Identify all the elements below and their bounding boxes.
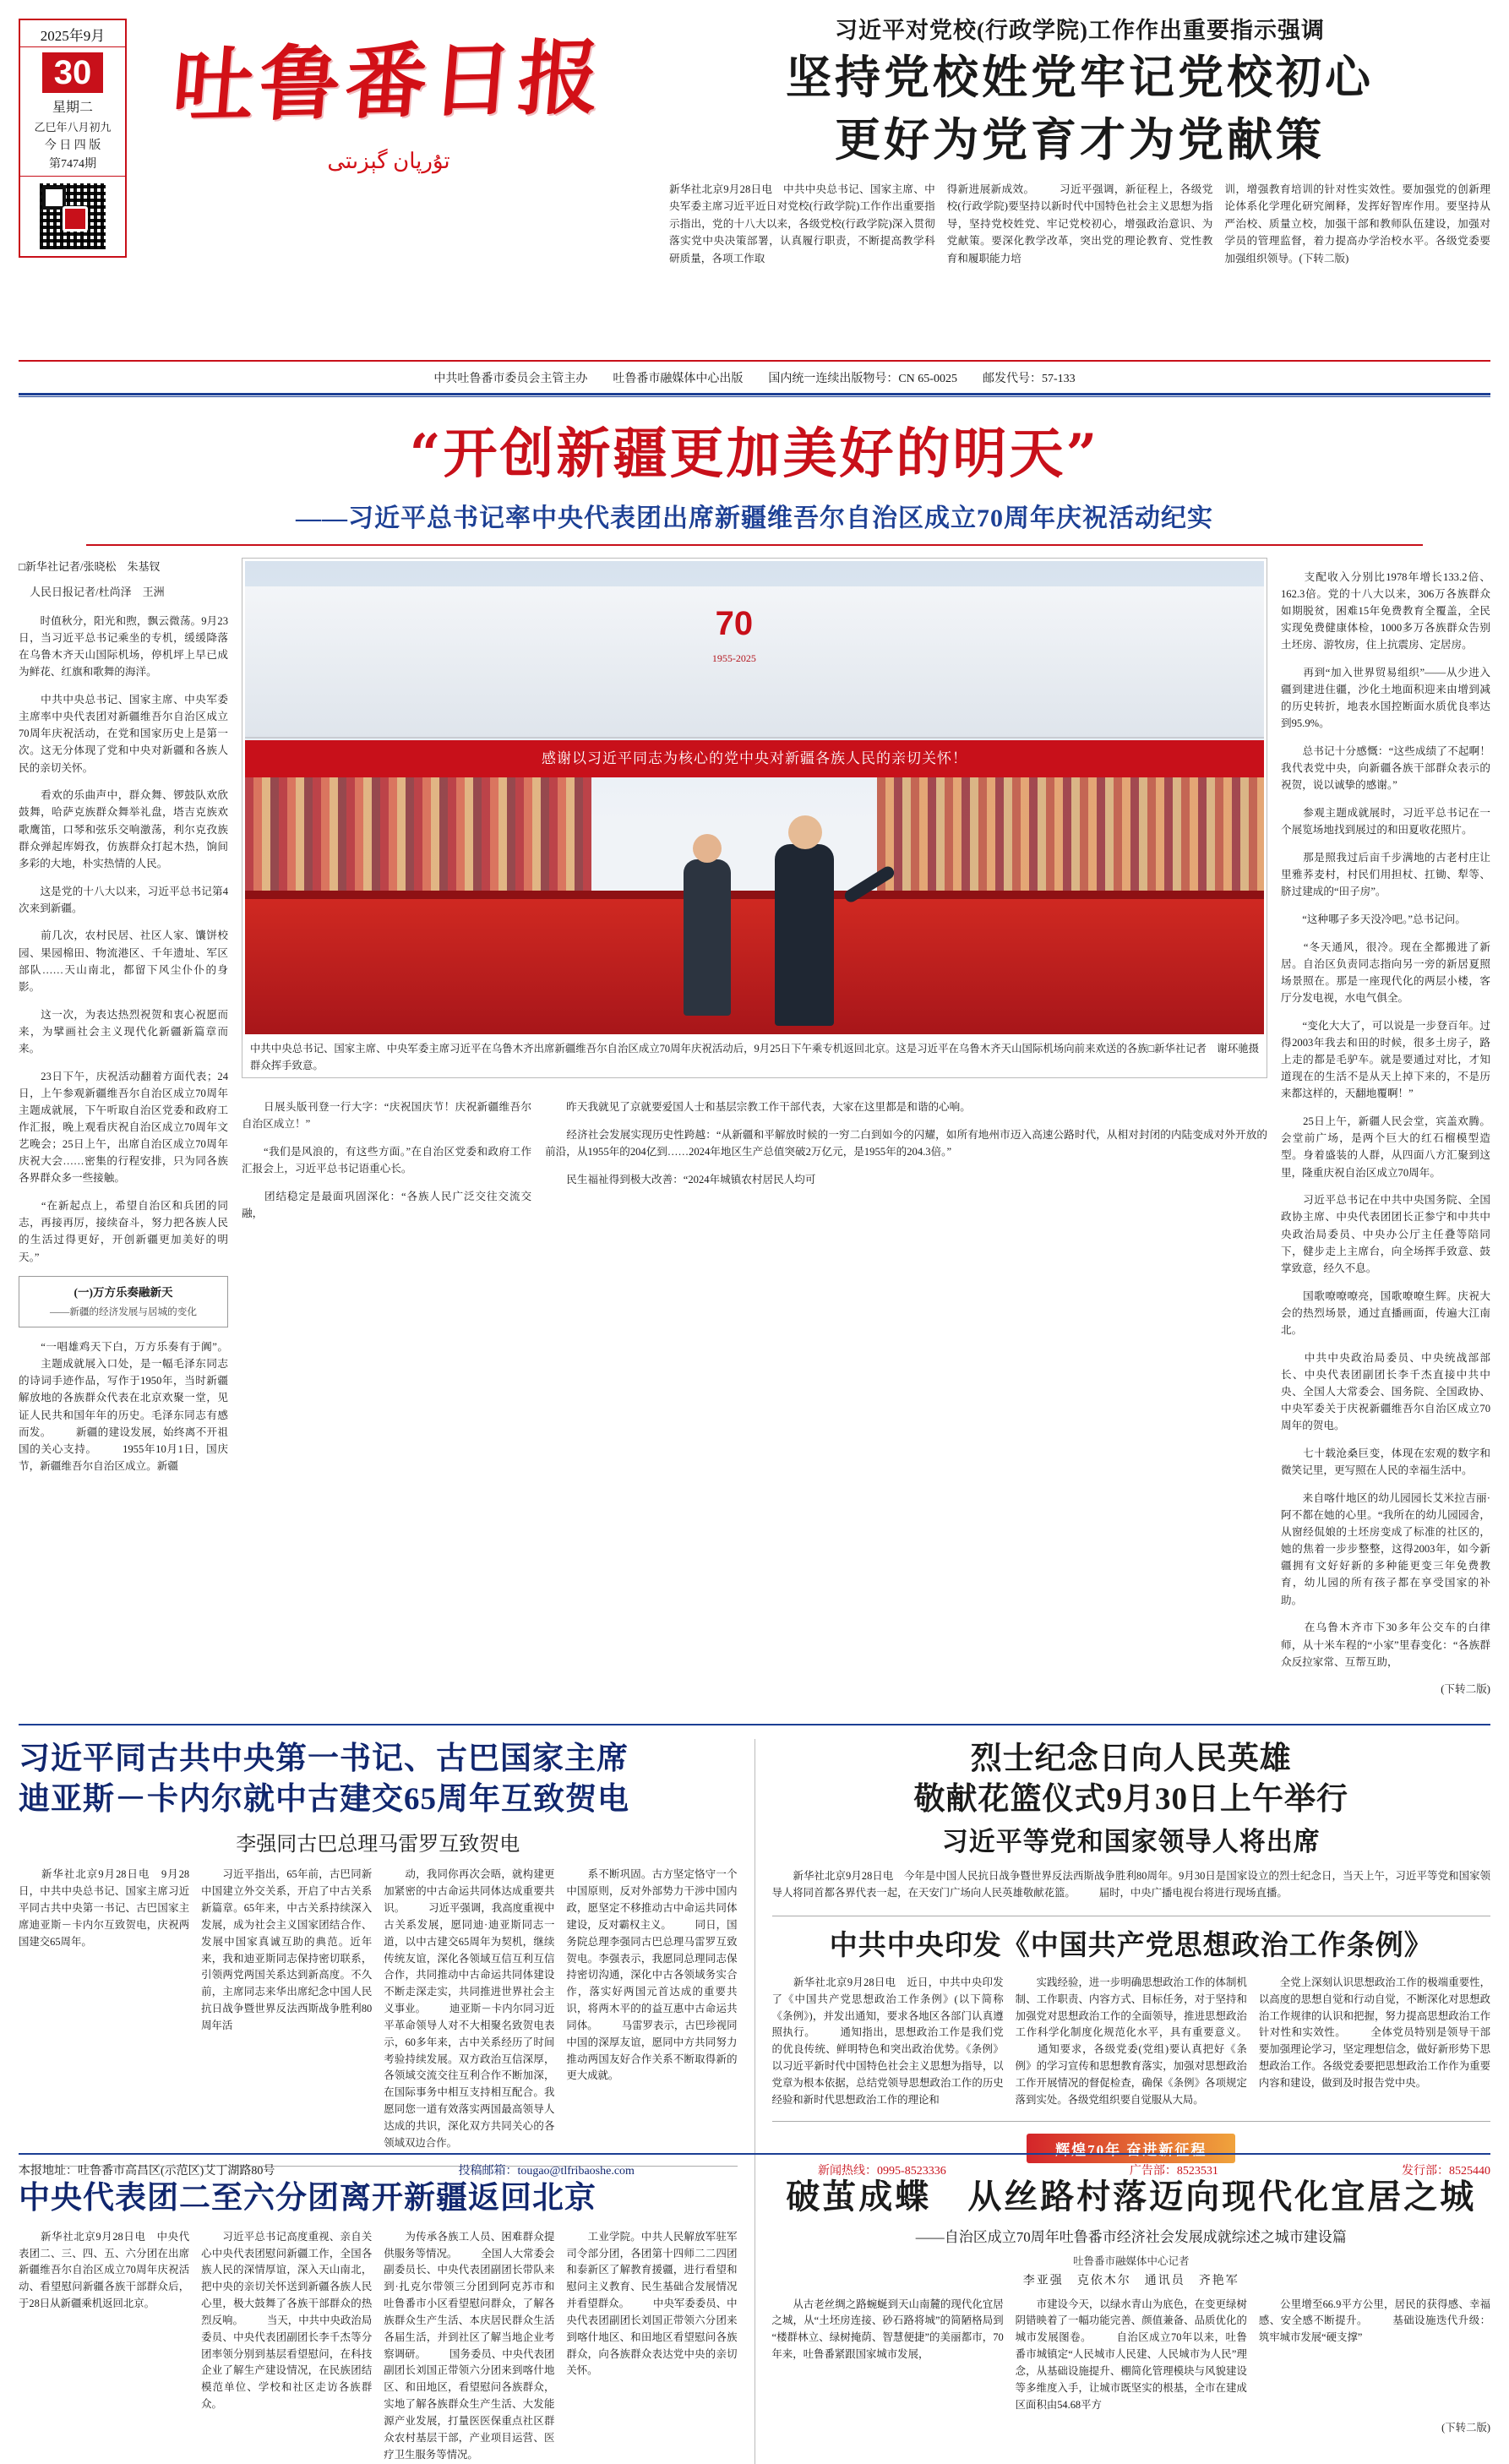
feature-col-1: 从古老丝绸之路蜿蜒到天山南麓的现代化宜居之城，从“土坯房连接、砂石路将城”的简陋格局到“楼群林立、绿树掩荫、智慧便捷”的美丽都市，70年来，吐鲁番紧跟国家城市发展， — [771, 2298, 1004, 2361]
anniversary-logo-number: 70 — [715, 605, 754, 642]
lead-para: 再到“加入世界贸易组织”——从少进入疆到建进住疆，沙化土地面积迎来由增到减的历史转折，地表水国控断面水质优良率达到95.9%。 — [1281, 666, 1490, 730]
cuba-subheadline: 李强同古巴总理马雷罗互致贺电 — [236, 1834, 520, 1856]
lead-para: 团结稳定是最面巩固深化：“各族人民广泛交往交流交融， — [242, 1191, 532, 1220]
lead-para: “这种哪子多天没冷吧。”总书记问。 — [1281, 913, 1466, 925]
delegation-col-2: 习近平总书记高度重视、亲自关心中央代表团慰问新疆工作，全国各族人民的深情厚谊，深入天山南北，把中央的亲切关怀送到新疆各族人民心里，极大鼓舞了各族干部群众的热烈反响。 当天，中共中央政治局委员、中央代表团副团长李千杰等分团率领分别到基层看望慰问，在科技企业了解生产建设情况，在民族团结模范单位、学校和社区走访各族群众。 — [201, 2230, 373, 2411]
anniversary-logo — [712, 597, 756, 667]
masthead-edition: 今 日 四 版 — [44, 139, 101, 152]
lead-photo-caption — [245, 1034, 1264, 1075]
lead-para: “我们是风浪的，有这些方面。”在自治区党委和政府工作汇报会上，习近平总书记语重心长。 — [242, 1146, 532, 1175]
doc-columns — [772, 1975, 1491, 2109]
martyrs-col-1: 新华社北京9月28日电 今年是中国人民抗日战争暨世界反法西斯战争胜利80周年。9月30日是国家设立的烈士纪念日，当天上午，习近平等党和国家领导人将同首都各界代表一起，在天安门广场向人民英雄敬献花篮。 届时，中央广播电视台将进行现场直播。 — [771, 1870, 1490, 1900]
top-story-col-1: 新华社北京9月28日电 中共中央总书记、国家主席、中央军委主席习近平近日对党校(行政学院)工作作出重要指示指出，党的十八大以来，各级党校(行政学院)深入贯彻落实党中央决策部署，认真履行职责，不断提高教学科研质量，各项工作取 — [669, 183, 935, 264]
lead-para: 习近平总书记在中共中央国务院、全国政协主席、中央代表团团长正参宁和中共中央政治局委员、中央办公厅主任叠等陪同下，健步走上主席台，向全场挥手致意、鼓掌致意，经久不息。 — [1281, 1194, 1490, 1274]
martyrs-headline-1: 烈士纪念日向人民英雄 — [970, 1742, 1292, 1777]
delegation-col-3: 为传承各族工人员、困难群众提供服务等情况。 全国人大常委会副委员长、中央代表团副团长带队来到·扎克尔带领三分团到阿克苏市和吐鲁番市小区看望慰问群众，了解各族群众生产生活、本庆居民群众生活各届生活，并到社区了解当地企业考察调研。 国务委员、中央代表团副团长刘国正带领六分团来到喀什地区、和田地区，看望慰问各族群众，实地了解各族群众生产生活、大发能源产业发展，打量医医保重点社区群众农村基层干部，产业项目运营、医疗卫生服务等情况。 — [384, 2230, 555, 2461]
lead-para: “冬天通风，很冷。现在全都搬进了新居。自治区负责同志指向另一旁的新居夏照场景照在。那是一座现代化的两层小楼，客厅分发电视，水电气俱全。 — [1281, 940, 1490, 1005]
top-story-headline-1: 坚持党校姓党牢记党校初心 — [786, 52, 1374, 103]
paper-name: 吐鲁番日报 — [168, 29, 609, 134]
lead-para: 参观主题成就展时，习近平总书记在一个展览场地找到展过的和田夏收花照片。 — [1281, 807, 1490, 837]
lead-para: 前几次，农村民居、社区人家、馕饼校园、果园棉田、物流港区、千年遗址、军区部队……天山南北，都留下风尘仆仆的身影。 — [19, 929, 228, 993]
delegation-columns — [19, 2229, 738, 2464]
lead-para: 时值秋分，阳光和煦，飘云微荡。9月23日，当习近平总书记乘坐的专机，缓缓降落在乌鲁木齐天山国际机场，停机坪上早已成为鲜花、红旗和歌舞的海洋。 — [19, 614, 228, 679]
lead-para: “变化大大了，可以说是一步登百年。过得2003年我去和田的时候，很多土房子，路上走的都是毛驴车。就是要通过对比，才知道现在的生活不是从天上掉下来的，不是历来都这样的，天翻地覆啊！” — [1281, 1019, 1490, 1100]
lead-photo-caption-text: 中共中央总书记、国家主席、中央军委主席习近平在乌鲁木齐出席新疆维吾尔自治区成立70周年庆祝活动后，9月25日下午乘专机返回北京。这是习近平在乌鲁木齐天山国际机场向前来欢送的各族群众挥手致意。 — [250, 1043, 1148, 1071]
doc-headline: 中共中央印发《中国共产党思想政治工作条例》 — [829, 1930, 1433, 1961]
delegation-col-1: 新华社北京9月28日电 中央代表团二、三、四、五、六分团在出席新疆维吾尔自治区成立70周年庆祝活动、看望慰问新疆各族干部群众后，于28日从新疆乘机返回北京。 — [19, 2230, 190, 2310]
lead-para: 23日下午，庆祝活动翻着方面代表；24日，上午参观新疆维吾尔自治区成立70周年主题成就展，下午听取自治区党委和政府工作汇报，晚上观看庆祝自治区成立70周年文艺晚会；25日上午，出席自治区成立70周年庆祝大会……密集的行程安排，只为同各族各界群众多一些接触。 — [19, 1070, 228, 1185]
feature-ribbon-label: 辉煌70年 奋进新征程 — [1027, 2134, 1235, 2163]
lead-para: 民生福祉得到极大改善：“2024年城镇农村居民人均可 — [545, 1173, 816, 1186]
photo-person-secondary — [684, 859, 731, 1016]
lead-para: “在新起点上，希望自治区和兵团的同志，再接再厉，接续奋斗，努力把各族人民的生活过得更好，开创新疆更加美好的明天。” — [19, 1200, 228, 1263]
lead-story — [19, 397, 1490, 1709]
footer — [19, 2153, 1490, 2178]
lead-photo — [245, 561, 1264, 1034]
photo-red-banner: 感谢以习近平同志为核心的党中央对新疆各族人民的亲切关怀！ — [245, 740, 1264, 777]
lead-para: 日展头版刊登一行大字：“庆祝国庆节！庆祝新疆维吾尔自治区成立！” — [242, 1101, 532, 1131]
cuba-columns — [19, 1867, 738, 2151]
masthead-day: 30 — [42, 52, 104, 93]
lead-para: 这一次，为表达热烈祝贺和衷心祝愿而来，为擘画社会主义现代化新疆新篇章而来。 — [19, 1008, 228, 1055]
feature-columns — [772, 2297, 1491, 2414]
masthead — [19, 0, 1490, 355]
lead-para: 支配收入分别比1978年增长133.2倍、162.3倍。党的十八大以来，306万各族群众如期脱贫，困难15年免费教育全覆盖，全民实现免费健康体检，1000多万各族群众告别土坯房、游牧房，住上抗震房、定居房。 — [1281, 570, 1490, 651]
lead-rule — [86, 544, 1423, 546]
top-story-kicker: 习近平对党校(行政学院)工作作出重要指示强调 — [835, 18, 1325, 43]
masthead-day-wrap — [20, 47, 125, 96]
paper-name-uyghur: تۇرپان گېزىتى — [327, 148, 450, 173]
lead-column-d — [1281, 558, 1490, 1709]
lead-continued: (下转二版) — [1441, 1683, 1490, 1696]
photo-person-primary — [775, 844, 834, 1026]
anniversary-logo-years: 1955-2025 — [711, 652, 756, 664]
middle-right — [754, 1739, 1491, 2463]
cuba-headline-1: 习近平同古共中央第一书记、古巴国家主席 — [19, 1742, 629, 1777]
feature-source: 吐鲁番市融媒体中心记者 — [1072, 2254, 1190, 2267]
top-story-col-2: 得新进展新成效。 习近平强调，新征程上，各级党校(行政学院)要坚持以新时代中国特色社会主义思想为指导，坚持党校姓党、牢记党校初心，增强政治意识、为党献策。要深化教学改革，突出党的理论教育、党性教育和履职能力培 — [946, 183, 1213, 264]
cuba-headline-2: 迪亚斯－卡内尔就中古建交65周年互致贺电 — [19, 1782, 629, 1818]
top-story-headline-2: 更好为党育才为党献策 — [835, 114, 1325, 166]
lead-column-b — [242, 1088, 531, 1233]
doc-col-1: 新华社北京9月28日电 近日，中共中央印发了《中国共产党思想政治工作条例》(以下简称《条例》)，并发出通知，要求各地区各部门认真遵照执行。 通知指出，思想政治工作是我们党的优良传统、鲜明特色和突出政治优势。《条例》以习近平新时代中国特色社会主义思想为指导，以党章为根本依据，总结党领导思想政治工作的历史经验和新时代思想政治工作的理论和 — [771, 1976, 1004, 2106]
lead-para: 看欢的乐曲声中，群众舞、锣鼓队欢欣鼓舞，哈萨克族群众舞举礼盘，塔吉克族欢歌鹰笛，口琴和弦乐交响激荡，利尔克孜族群众弹起库姆孜，仿族群众打起木热，饷间多彩的大地，朴实热情的人民。 — [19, 789, 228, 869]
photo-red-carpet — [245, 891, 1264, 1034]
lead-para: 那是照我过后亩千步满地的古老村庄让里雅荞麦村，村民们用担杖、扛锄、犁等、脐过建成的“田子房”。 — [1281, 851, 1490, 898]
lead-note-body: “一唱雄鸡天下白，万方乐奏有于阗”。 主题成就展入口处，是一幅毛泽东同志的诗词手迹作品，写作于1950年，当时新疆解放地的各族群众代表在北京欢聚一堂，见证人民共和国年年的历史。毛泽东同志有感而发。 新疆的建设发展，始终离不开祖国的关心支持。 1955年10月1日，国庆节，新疆维吾尔自治区成立。新疆 — [19, 1341, 228, 1473]
publisher-sponsor: 中共吐鲁番市委员会主管主办 — [433, 373, 588, 385]
masthead-weekday: 星期二 — [52, 101, 93, 115]
feature-headline: 破茧成蝶 从丝路村落迈向现代化宜居之城 — [786, 2177, 1477, 2216]
lead-para: 中共中央总书记、国家主席、中央军委主席率中央代表团对新疆维吾尔自治区成立70周年庆祝活动，在党和国家历史上是第一次。这无分体现了党和中央对新疆和各族人民的亲切关怀。 — [19, 693, 228, 774]
lead-headline: “开创新疆更加美好的明天” — [409, 422, 1100, 486]
delegation-col-4: 工业学院。中共人民解放军驻军司令部分团，各团第十四师二二四团和泰新区了解教育援疆，进行看望和慰问主义教育、民生基础合发展情况并看望群众。 中央军委委员、中央代表团副团长刘国正带领六分团来到喀什地区、和田地区看望慰问各族群众，向各族群众表达党中央的亲切关怀。 — [566, 2230, 738, 2377]
masthead-lunar-date: 乙巳年八月初九 — [34, 121, 112, 134]
publisher-post-code: 邮发代号：57-133 — [982, 373, 1076, 385]
feature-continued: (下转二版) — [1441, 2421, 1490, 2434]
nameplate-block — [127, 12, 651, 174]
middle-left — [19, 1739, 738, 2463]
lead-sidebar-note — [19, 1276, 228, 1327]
lead-para: 来自喀什地区的幼儿园园长艾米拉吉丽·阿不都在她的心里。“我所在的幼儿园园舍，从窗经侃娘的土坯房变成了标准的社区的，她的焦着一步步整整，这得2003年，如今新疆拥有文好好新的多种能更变三年免费教育，幼儿园的所有孩子都在享受国家的补助。 — [1281, 1491, 1490, 1606]
lead-para: 昨天我就见了京就要爱国人士和基层宗教工作干部代表，大家在这里都是和谐的心响。 — [545, 1101, 971, 1114]
feature-col-3: 公里增至66.9平方公里，居民的获得感、幸福感、安全感不断提升。 基础设施迭代升级：筑牢城市发展“硬支撑” — [1258, 2298, 1491, 2344]
lead-para: 中共中央政治局委员、中央统战部部长、中央代表团副团长李千杰直接中共中央、全国人大常委会、国务院、全国政协、中央军委关于庆祝新疆维吾尔自治区成立70周年的贺电。 — [1281, 1351, 1490, 1432]
lead-subheadline: ——习近平总书记率中央代表团出席新疆维吾尔自治区成立70周年庆祝活动纪实 — [296, 504, 1213, 532]
footer-distribution: 发行部：8525440 — [1401, 2165, 1490, 2178]
lead-figure-area — [242, 558, 1267, 1709]
lead-para: 这是党的十八大以来，习近平总书记第4次来到新疆。 — [19, 885, 228, 914]
masthead-issue-number: 第7474期 — [20, 155, 125, 177]
feature-col-2: 市建设今天，以绿水青山为底色，在变更绿树阴错映着了一幅功能完善、颜值兼备、品质优化的城市发展图卷。 自治区成立70年以来，吐鲁番市城镇定“人民城市人民建、人民城市为人民”理念，从基础设施提升、棚简化管理模块与风貌建设等多维度入手，让城市既坚实的根基，全市在建成区面积由54.68平方 — [1015, 2298, 1247, 2411]
lead-column-a — [19, 558, 228, 1709]
lead-para: 在乌鲁木齐市下30多年公交车的白律师，从十米车程的“小家”里春变化：“各族群众反拉家常、互帮互助， — [1281, 1622, 1490, 1668]
martyrs-subheadline: 习近平等党和国家领导人将出席 — [941, 1827, 1321, 1857]
lead-byline-1: □新华社记者/张晓松 朱基钗 — [19, 560, 161, 573]
publisher-cn-code: 国内统一连续出版物号：CN 65-0025 — [768, 373, 957, 385]
lead-photo-credit: □新华社记者 谢环驰摄 — [1147, 1043, 1259, 1055]
lead-para: 经济社会发展实现历史性跨越：“从新疆和平解放时候的一穷二白到如今的闪耀，如所有地州市迈入高速公路时代，从相对封闭的内陆变成对外开放的前沿，从1955年的204亿到……2024年地区生产总值突破2万亿元，是1955年的204.3倍。” — [545, 1129, 1267, 1158]
cuba-col-3: 动，我同你再次会晤，就构建更加紧密的中古命运共同体达成重要共识。 习近平强调，我高度重视中古关系发展，愿同迪·迪亚斯同志一道，以中古建交65周年为契机，继续传统友谊，深化各领域互信互利互信合作，共同推动中古命运共同体建设不断走深走实，共同推进世界社会主义事业。 迪亚斯－卡内尔同习近平革命领导人对不大相聚名致贺电表示，60多年来，古中关系经历了时间考验持续发展。双方政治互信深厚，各领域交流交往互利合作不断加深，在国际事务中相互支持相互配合。我愿同您一道有效落实两国最高领导人达成的共识，深化双方共同关心的各领域双边合作。 — [384, 1868, 555, 2149]
martyrs-columns — [772, 1868, 1491, 1902]
top-story-col-3: 训，增强教育培训的针对性实效性。要加强党的创新理论体系化学理化研究阐释，发挥好智库作用。要坚持从严治校、质量立校，加强干部和教师队伍建设，加强对学员的管理监督，着力提高办学治校水平。各级党委要加强组织领导。(下转二版) — [1224, 183, 1491, 264]
lead-para: 国歌嘹嘹嘹亮，国歌嘹嘹生辉。庆祝大会的热烈场景，通过直播画面，传遍大江南北。 — [1281, 1289, 1490, 1336]
lead-para: 七十载沧桑巨变，体现在宏观的数字和微笑记里，更写照在人民的幸福生活中。 — [1281, 1447, 1490, 1477]
lead-column-c — [545, 1088, 1267, 1233]
lead-photo-box — [242, 558, 1267, 1078]
cuba-col-1: 新华社北京9月28日电 9月28日，中共中央总书记、国家主席习近平同古共中央第一书记、古巴国家主席迪亚斯－卡内尔互致贺电，庆祝两国建交65周年。 — [19, 1868, 190, 1948]
masthead-date: 2025年9月 — [20, 20, 125, 47]
lead-byline-2: 人民日报记者/杜尚泽 王洲 — [19, 586, 165, 599]
footer-ads: 广告部：8523531 — [1129, 2165, 1218, 2178]
feature-subheadline: ——自治区成立70周年吐鲁番市经济社会发展成就综述之城市建设篇 — [915, 2228, 1347, 2245]
cuba-col-4: 系不断巩固。古方坚定恪守一个中国原则，反对外部势力干涉中国内政，愿坚定不移推动古中命运共同体建设，反对霸权主义。 同日，国务院总理李强同古巴总理马雷罗互致贺电。李强表示，我愿同总理同志保持密切沟通，深化中古各领域务实合作，落实好两国元首达成的重要共识，将两木平的的益互惠中古命运共同体。 马雷罗表示，古巴珍视同中国的深厚友谊，愿同中方共同努力推动两国友好合作关系不断取得新的更大成就。 — [566, 1868, 738, 2082]
qr-code-icon[interactable] — [40, 183, 106, 249]
top-story — [651, 12, 1490, 267]
lead-para: 总书记十分感慨：“这些成绩了不起啊！我代表党中央，向新疆各族干部群众表示的祝贺，说以诚挚的感谢。” — [1281, 745, 1490, 792]
doc-col-2: 实践经验，进一步明确思想政治工作的体制机制、工作职责、内容方式、目标任务，对于坚持和加强党对思想政治工作的全面领导，推进思想政治工作科学化制度化规范化水平，具有重要意义。 通知要求，各级党委(党组)要认真把好《条例》的学习宣传和思想教育落实，加强对思想政治工作开展情况的督促检查，确保《条例》各项规定落到实处。各级党组织要自觉服从大局。 — [1015, 1976, 1247, 2106]
lead-body — [19, 558, 1490, 1709]
middle-section — [19, 1724, 1490, 2463]
top-story-columns — [669, 181, 1490, 267]
feature-authors: 李亚强 克依木尔 通讯员 齐艳军 — [1022, 2274, 1239, 2287]
doc-col-3: 全党上深刻认识思想政治工作的极端重要性，以高度的思想自觉和行动自觉，不断深化对思想政治工作规律的认识和把握，努力提高思想政治工作针对性和实效性。 全体党员特别是领导干部要加强理论学习，坚定理想信念，做好新形势下思想政治工作。各级党委要把思想政治工作作为重要内容和建设，做到及时报告党中央。 — [1258, 1976, 1491, 2089]
footer-hotline: 新闻热线：0995-8523336 — [818, 2165, 946, 2178]
cuba-col-2: 习近平指出，65年前，古巴同新中国建立外交关系，开启了中古关系新篇章。65年来，中古关系持续深入发展，成为社会主义国家团结合作、发展中国家真诚互助的典范。近年来，我和迪亚斯同志保持密切联系，引领两党两国关系达到新高度。不久前，主席同志来华出席纪念中国人民抗日战争暨世界反法西斯战争胜利80周年活 — [201, 1868, 373, 2031]
publisher-line — [19, 362, 1490, 393]
martyrs-headline-2: 敬献花篮仪式9月30日上午举行 — [913, 1782, 1348, 1818]
lead-note-title: (一)万方乐奏融新天 — [74, 1286, 173, 1300]
footer-email[interactable]: 投稿邮箱：tougao@tlfribaoshe.com — [458, 2165, 635, 2178]
lead-note-subtitle: ——新疆的经济发展与居城的变化 — [50, 1306, 197, 1317]
footer-address: 本报地址：吐鲁番市高昌区(示范区)艾丁湖路80号 — [19, 2165, 275, 2178]
lead-para: 25日上午，新疆人民会堂，宾盖欢腾。会堂前广场，是两个巨大的红石榴模型造型。身着盛装的人群，从四面八方汇聚到这里，隆重庆祝自治区成立70周年。 — [1281, 1115, 1490, 1179]
publisher-issuer: 吐鲁番市融媒体中心出版 — [613, 373, 744, 385]
masthead-date-block — [19, 19, 127, 258]
lead-subcolumns — [242, 1088, 1267, 1233]
delegation-headline: 中央代表团二至六分团离开新疆返回北京 — [19, 2180, 597, 2216]
